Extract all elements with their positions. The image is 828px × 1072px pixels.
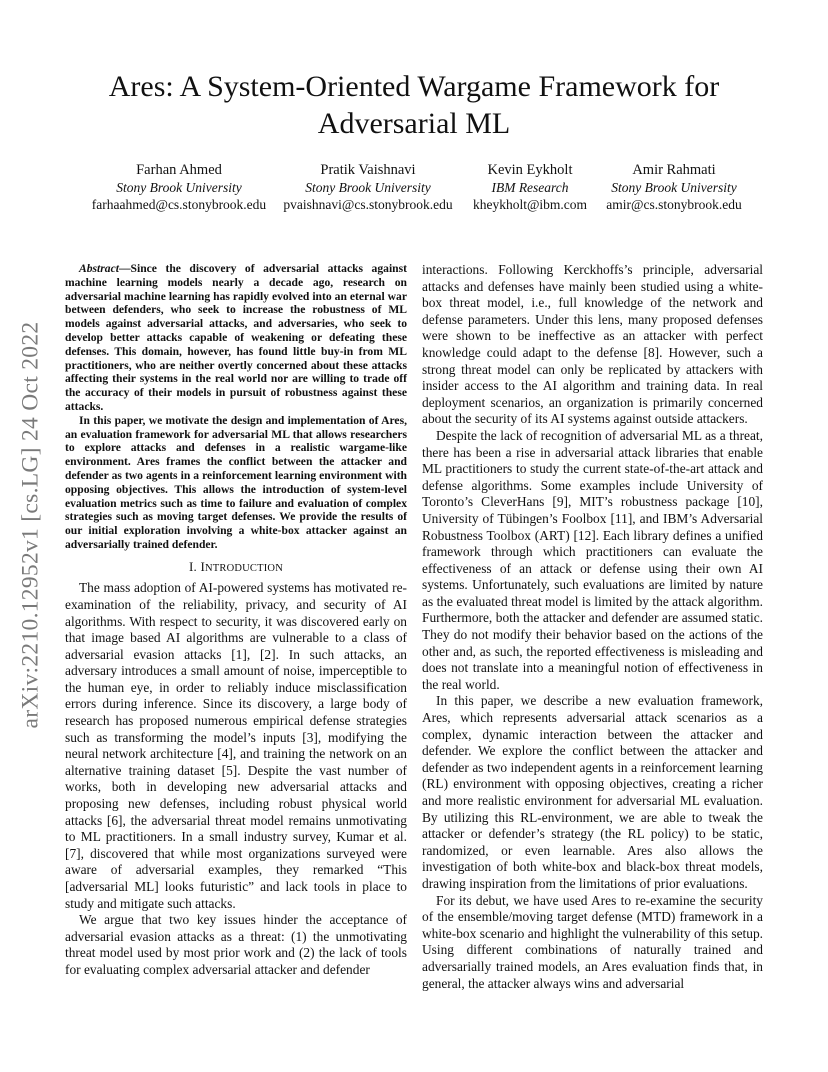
author-affiliation: Stony Brook University: [611, 180, 737, 195]
arxiv-identifier-sidebar: [16, 290, 46, 760]
abstract-label: Abstract: [79, 262, 119, 275]
section-heading-introduction: [65, 559, 407, 578]
section-title-rest: NTRODUCTION: [204, 562, 283, 574]
abstract-paragraph-1: [65, 262, 407, 414]
body-paragraph: The mass adoption of AI-powered systems has motivated re-examination of the reliability, privacy, and security of AI algorithms. With respect to security, it was discovered early on that image based AI algorithms are vulnerable to a class of adversarial evasion attacks [1], [2]. In such attacks, an adversary introduces a small amount of noise, imperceptible to the human eye, in order to reliably induce misclassification errors during inference. Since its discovery, a large body of research has proposed numerous empirical defense strategies such as transforming the model’s inputs [3], modifying the neural network architecture [4], and training the network on an alternative training dataset [5]. Despite the vast number of works, both in developing new adversarial attacks and proposing new defenses, including robust physical world attacks [6], the adversarial threat model remains unmotivating to ML practitioners. In a small industry survey, Kumar et al. [7], discovered that while most organizations surveyed were aware of adversarial examples, they remarked “This [adversarial ML] looks futuristic” and lack tools in place to study and mitigate such attacks.: [65, 580, 407, 911]
right-column: [422, 262, 763, 992]
body-paragraph: We argue that two key issues hinder the acceptance of adversarial evasion attacks as a threat: (1) the unmotivating threat model used by most prior work and (2) the lack of tools for evaluating complex adversarial attacker and defender: [65, 912, 407, 977]
section-number: I.: [189, 558, 201, 574]
author-3: [462, 162, 598, 213]
paper-title: Ares: A System-Oriented Wargame Framework for Adversarial ML: [108, 70, 720, 140]
abstract: [65, 262, 407, 552]
body-paragraph: For its debut, we have used Ares to re-examine the security of the ensemble/moving target defense (MTD) framework in a white-box scenario and highlight the vulnerability of this setup. Using different combinations of naturally trained and adversarially trained models, an Ares evaluation finds that, in general, the attacker always wins and adversarial: [422, 892, 763, 991]
author-name: Amir Rahmati: [632, 162, 716, 178]
author-email: pvaishnavi@cs.stonybrook.edu: [283, 197, 453, 212]
abstract-paragraph-2: In this paper, we motivate the design and implementation of Ares, an evaluation framework for adversarial ML that allows researchers to explore attacks and defenses in a realistic wargame-like environment. Ares frames the conflict between the attacker and defender as two agents in a reinforcement learning environment with opposing objectives. This allows the introduction of system-level evaluation metrics such as time to failure and evaluation of complex strategies such as moving target defenses. We provide the results of our initial exploration involving a white-box attacker against an adversarially trained defender.: [65, 413, 407, 551]
author-affiliation: Stony Brook University: [305, 180, 431, 195]
author-email: farhaahmed@cs.stonybrook.edu: [91, 197, 267, 212]
author-email: amir@cs.stonybrook.edu: [606, 197, 742, 212]
left-column: [65, 262, 407, 979]
body-paragraph: interactions. Following Kerckhoffs’s principle, adversarial attacks and defenses have mainly been studied using a white-box threat model, i.e., full knowledge of the network and defense parameters. Under this lens, many proposed defenses were shown to be ineffective as an attacker with perfect knowledge could adapt to the defense [8]. However, such a strong threat model can only be replicated by attackers with insider access to the AI algorithm and training data. In real deployment scenarios, an organization is primarily concerned about the security of its AI systems against outside attackers.: [422, 262, 763, 427]
author-affiliation: Stony Brook University: [116, 180, 242, 195]
author-2: [276, 162, 460, 213]
body-paragraph: Despite the lack of recognition of adversarial ML as a threat, there has been a rise in adversarial attack libraries that enable ML practitioners to study the current state-of-the-art attack and defense algorithms. Some examples include University of Toronto’s CleverHans [9], MIT’s robustness package [10], University of Tübingen’s Foolbox [11], and IBM’s Adversarial Robustness Toolbox (ART) [12]. Each library defines a unified framework through which practitioners can evaluate the effectiveness of an attack or defense using their own AI systems. Unfortunately, such evaluations are limited by nature as the evaluated threat model is limited by the attack algorithm. Furthermore, both the attacker and defender are assumed static. They do not modify their behavior based on the actions of the other and, as such, the reported effectiveness is misleading and does not translate into a meaningful notion of effectiveness in the real world.: [422, 427, 763, 692]
abstract-text: —Since the discovery of adversarial attacks against machine learning models nearly a decade ago, research on adversarial machine learning has rapidly evolved into an eternal war between defenders, who seek to increase the robustness of ML models against adversarial attacks, and adversaries, who seek to develop better attacks capable of weakening or defeating these defenses. This domain, however, has found little buy-in from ML practitioners, who are neither overtly concerned about these attacks affecting their systems in the real world nor are willing to trade off the accuracy of their models in pursuit of robustness against these attacks.: [65, 262, 407, 413]
author-1: [84, 162, 274, 213]
author-email: kheykholt@ibm.com: [472, 197, 588, 212]
arxiv-identifier: arXiv:2210.12952v1 [cs.LG] 24 Oct 2022: [17, 321, 44, 729]
author-name: Pratik Vaishnavi: [320, 162, 416, 178]
section-title-initial: I: [200, 558, 205, 574]
author-name: Farhan Ahmed: [136, 162, 222, 178]
author-4: [598, 162, 750, 213]
body-paragraph: In this paper, we describe a new evaluation framework, Ares, which represents adversarial attack scenarios as a complex, dynamic interaction between the attacker and defender. We explore the conflict between the attacker and defender as two independent agents in a reinforcement learning (RL) environment with opposing objectives, creating a richer and more realistic environment for adversarial ML evaluation. By utilizing this RL-environment, we are able to tweak the attacker or defender’s strategy (the RL policy) to be static, randomized, or even learnable. Ares also allows the investigation of both white-box and black-box threat models, drawing inspiration from the limitations of prior evaluations.: [422, 693, 763, 891]
author-affiliation: IBM Research: [491, 180, 569, 195]
author-name: Kevin Eykholt: [487, 162, 573, 178]
